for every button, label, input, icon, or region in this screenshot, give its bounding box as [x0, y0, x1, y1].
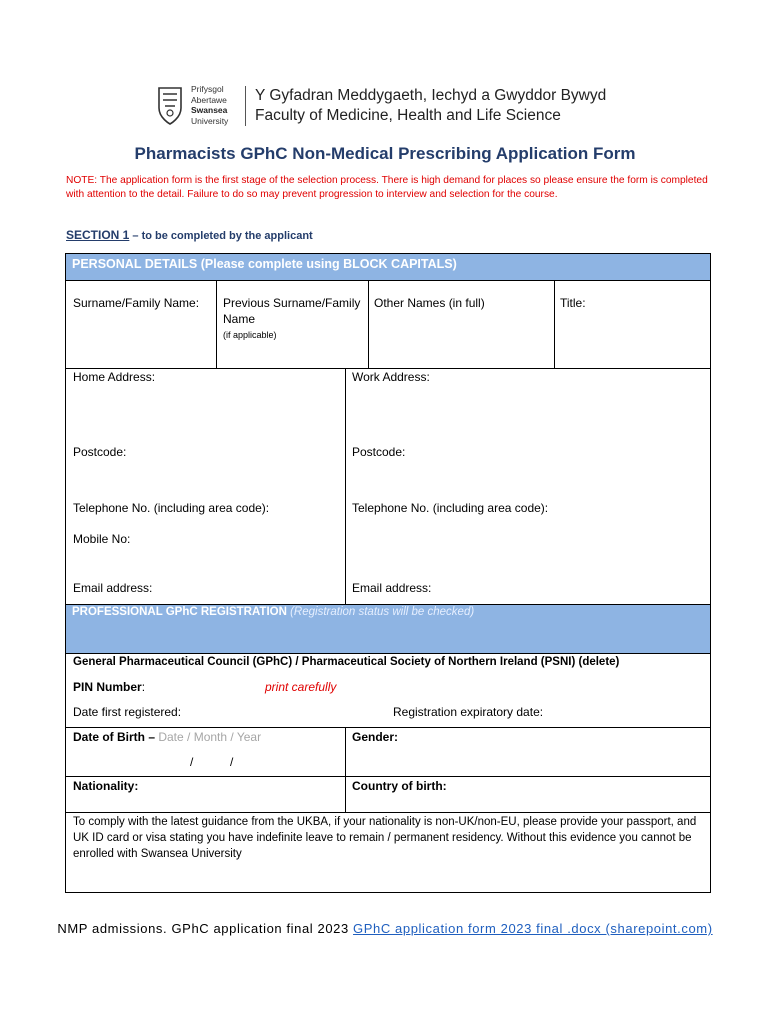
- other-names-field[interactable]: Other Names (in full): [374, 296, 485, 310]
- faculty-name: [255, 86, 606, 126]
- home-postcode-field[interactable]: Postcode:: [73, 445, 127, 459]
- section-label: SECTION 1: [66, 228, 130, 242]
- logo-line: Swansea: [191, 105, 228, 115]
- dob-format-hint: Date / Month / Year: [158, 730, 262, 744]
- work-telephone-field[interactable]: Telephone No. (including area code):: [352, 501, 549, 515]
- selection-note: NOTE: The application form is the first stage of the selection process. There is high demand for places so please ensure the form is completed with attention to the detail. Failure to do so may prevent progression to interview and selection for the course.: [66, 175, 708, 200]
- pin-number-field[interactable]: [73, 679, 145, 695]
- application-form: [65, 253, 711, 893]
- personal-details-heading: PERSONAL DETAILS (Please complete using BLOCK CAPITALS): [72, 257, 457, 271]
- faculty-welsh: Y Gyfadran Meddygaeth, Iechyd a Gwyddor Bywyd: [255, 87, 607, 104]
- section-heading: [66, 228, 313, 242]
- footer: [0, 920, 770, 937]
- if-applicable-note: (if applicable): [223, 330, 277, 340]
- university-logo: [155, 84, 237, 130]
- previous-surname-field[interactable]: [223, 295, 363, 343]
- pin-number-label: PIN Number: [73, 680, 142, 694]
- date-first-registered-field[interactable]: Date first registered:: [73, 705, 182, 719]
- personal-details-band: [66, 254, 710, 280]
- professional-registration-band: [66, 605, 710, 653]
- dob-label: Date of Birth –: [73, 730, 159, 744]
- previous-surname-label: Previous Surname/Family Name: [223, 296, 361, 326]
- nationality-field[interactable]: Nationality:: [73, 779, 139, 793]
- title-field[interactable]: Title:: [560, 296, 586, 310]
- work-email-field[interactable]: Email address:: [352, 581, 432, 595]
- logo-line: Abertawe: [191, 94, 227, 105]
- footer-sharepoint-link[interactable]: GPhC application form 2023 final .docx (sharepoint.com): [353, 921, 713, 936]
- date-of-birth-field[interactable]: [73, 729, 261, 745]
- professional-heading-label: PROFESSIONAL GPhC REGISTRATION: [72, 606, 287, 618]
- home-telephone-field[interactable]: Telephone No. (including area code):: [73, 501, 270, 515]
- professional-heading: [72, 606, 474, 618]
- pin-colon: :: [141, 680, 146, 694]
- page-title: Pharmacists GPhC Non-Medical Prescribing Application Form: [134, 144, 636, 163]
- council-selection-field[interactable]: General Pharmaceutical Council (GPhC) / Pharmaceutical Society of Northern Ireland (PSNI) (delete): [73, 656, 620, 668]
- work-postcode-field[interactable]: Postcode:: [352, 445, 406, 459]
- footer-text: NMP admissions. GPhC application final 2023: [57, 921, 354, 936]
- print-carefully-note: print carefully: [265, 680, 337, 694]
- faculty-english: Faculty of Medicine, Health and Life Science: [255, 107, 561, 124]
- section-instruction: – to be completed by the applicant: [129, 230, 313, 242]
- logo-line: Prifysgol: [191, 84, 224, 94]
- logo-line: University: [191, 115, 229, 126]
- dob-separators: / /: [190, 755, 234, 769]
- home-address-field[interactable]: Home Address:: [73, 370, 156, 384]
- gender-field[interactable]: Gender:: [352, 730, 399, 744]
- work-address-field[interactable]: Work Address:: [352, 370, 430, 384]
- logo-divider: [245, 86, 246, 126]
- home-email-field[interactable]: Email address:: [73, 581, 153, 595]
- registration-check-note: (Registration status will be checked): [286, 606, 475, 618]
- country-of-birth-field[interactable]: Country of birth:: [352, 779, 447, 793]
- mobile-field[interactable]: Mobile No:: [73, 532, 131, 546]
- ukba-guidance-note: To comply with the latest guidance from the UKBA, if your nationality is non-UK/non-EU, please provide your passport, and UK ID card or visa stating you have indefinite leave to remain / permanent residency. Without this evidence you cannot be enrolled with Swansea University: [73, 816, 697, 860]
- surname-field[interactable]: Surname/Family Name:: [73, 296, 200, 310]
- registration-expiry-field[interactable]: Registration expiratory date:: [393, 705, 544, 719]
- university-crest-icon: [155, 84, 185, 128]
